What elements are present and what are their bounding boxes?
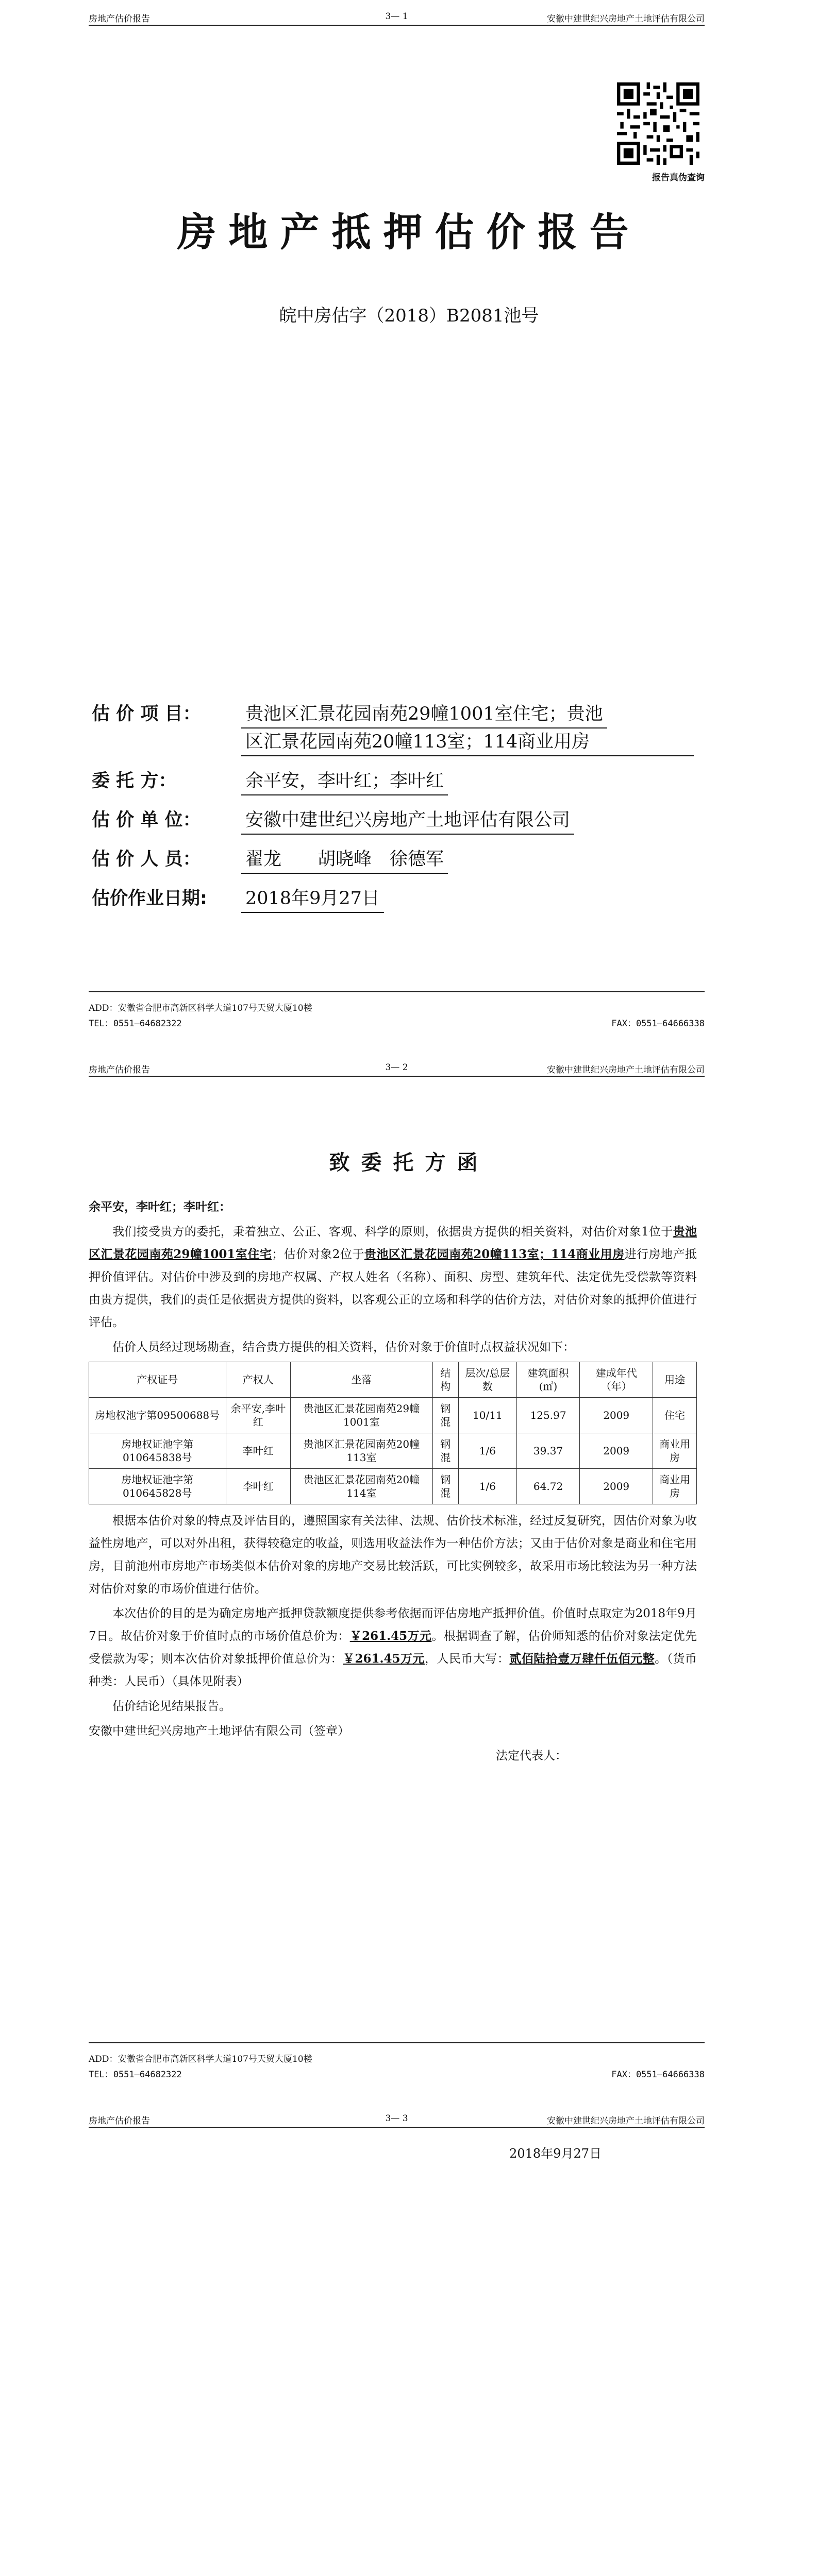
- header-page-number: 3— 1: [385, 11, 408, 22]
- header-left: 房地产估价报告: [89, 2116, 150, 2126]
- table-row: [89, 1433, 697, 1469]
- letter-paragraph-1: [89, 1221, 697, 1334]
- table-cell: 商业用房: [653, 1433, 697, 1469]
- letter-paragraph-5: 估价结论见结果报告。: [112, 1700, 231, 1713]
- table-cell: 64.72: [516, 1469, 579, 1504]
- report-title: 房地产抵押估价报告: [177, 209, 641, 255]
- table-row: [89, 1469, 697, 1504]
- page-letter: [0, 1051, 818, 2102]
- letter-salutation: 余平安，李叶红；李叶红：: [89, 1200, 231, 1214]
- table-cell: 2009: [580, 1469, 653, 1504]
- info-label: 委 托 方：: [92, 771, 177, 791]
- qr-caption: 报告真伪查询: [652, 173, 705, 183]
- info-row-project: [92, 701, 694, 756]
- text-run: 。根据调查了解，估价师知悉的估价对象法定优先受偿款为零；则本次估价对象抵押价值总价为：: [89, 1630, 697, 1666]
- table-cell: 2009: [580, 1398, 653, 1433]
- table-cell: 1/6: [458, 1469, 516, 1504]
- table-cell: 住宅: [653, 1398, 697, 1433]
- info-value-continued: 区汇景花园南苑20幢113室；114商业用房: [241, 728, 694, 756]
- info-label: 估 价 项 目：: [92, 704, 201, 724]
- page-header: [89, 1058, 705, 1077]
- letter-date: 2018年9月27日: [509, 2146, 602, 2161]
- table-cell: 钢混: [432, 1398, 458, 1433]
- header-right: 安徽中建世纪兴房地产土地评估有限公司: [547, 14, 705, 24]
- footer-address: ADD：安徽省合肥市高新区科学大道107号天贸大厦10楼: [89, 2054, 312, 2064]
- header-right: 安徽中建世纪兴房地产土地评估有限公司: [547, 2116, 705, 2126]
- table-header-row: [89, 1362, 697, 1398]
- table-cell: 1/6: [458, 1433, 516, 1469]
- table-cell: 10/11: [458, 1398, 516, 1433]
- cover-info-block: [92, 701, 694, 924]
- table-cell: 125.97: [516, 1398, 579, 1433]
- property-1-address: 贵池区汇景花园南苑29幢1001室住宅: [89, 1225, 697, 1261]
- table-cell: 贵池区汇景花园南苑20幢114室: [291, 1469, 433, 1504]
- page-header: [89, 2109, 705, 2128]
- letter-title: 致委托方函: [329, 1151, 489, 1175]
- text-run: 本次估价的目的是为确定房地产抵押贷款额度提供参考依据而评估房地产抵押价值。价值时点取定为2018年9月7日。故估价对象于价值时点的市场价值总价为：: [89, 1607, 697, 1643]
- property-table: [89, 1362, 697, 1504]
- table-cell: 贵池区汇景花园南苑20幢113室: [291, 1433, 433, 1469]
- header-right: 安徽中建世纪兴房地产土地评估有限公司: [547, 1065, 705, 1075]
- mortgage-value-total: ￥261.45万元: [343, 1652, 425, 1666]
- info-value: 贵池区汇景花园南苑29幢1001室住宅；贵池: [241, 701, 607, 728]
- table-cell: 钢混: [432, 1469, 458, 1504]
- table-cell: 李叶红: [226, 1469, 291, 1504]
- page-footer: [89, 991, 705, 1032]
- footer-tel: TEL：0551—64682322: [89, 1019, 182, 1029]
- value-in-words: 贰佰陆拾壹万肆仟伍佰元整: [509, 1652, 655, 1666]
- info-value: 翟龙 胡晓峰 徐德军: [241, 846, 448, 874]
- table-cell: 商业用房: [653, 1469, 697, 1504]
- market-value-total: ￥261.45万元: [349, 1629, 432, 1643]
- table-cell: 2009: [580, 1433, 653, 1469]
- letter-paragraph-2: 估价人员经过现场勘查，结合贵方提供的相关资料，估价对象于价值时点权益状况如下：: [112, 1341, 575, 1354]
- info-label: 估 价 人 员：: [92, 849, 201, 870]
- text-run: 我们接受贵方的委托，秉着独立、公正、客观、科学的原则，依据贵方提供的相关资料，对估价对象1位于: [112, 1225, 673, 1239]
- table-row: [89, 1398, 697, 1433]
- page-footer: [89, 2042, 705, 2083]
- info-label: 估 价 单 位：: [92, 810, 201, 831]
- table-cell: 房地权证池字第010645838号: [89, 1433, 226, 1469]
- letter-paragraph-4: [89, 1602, 697, 1693]
- property-2-address: 贵池区汇景花园南苑20幢113室；114商业用房: [364, 1247, 625, 1261]
- table-header: 层次/总层数: [458, 1362, 516, 1398]
- text-run: ，人民币大写：: [424, 1652, 510, 1666]
- info-value: 2018年9月27日: [241, 885, 384, 913]
- signature-representative: 法定代表人：: [496, 1749, 567, 1762]
- signature-company: 安徽中建世纪兴房地产土地评估有限公司（签章）: [89, 1724, 349, 1738]
- qr-code-icon[interactable]: [617, 82, 699, 165]
- table-header: 产权人: [226, 1362, 291, 1398]
- info-row-appraisers: [92, 846, 694, 874]
- table-cell: 钢混: [432, 1433, 458, 1469]
- table-cell: 贵池区汇景花园南苑29幢1001室: [291, 1398, 433, 1433]
- footer-address: ADD：安徽省合肥市高新区科学大道107号天贸大厦10楼: [89, 1003, 312, 1013]
- footer-fax: FAX：0551—64666338: [611, 1019, 705, 1029]
- table-header: 建筑面积(㎡): [516, 1362, 579, 1398]
- table-cell: 39.37: [516, 1433, 579, 1469]
- table-cell: 余平安,李叶红: [226, 1398, 291, 1433]
- report-reference-number: 皖中房估字（2018）B2081池号: [279, 306, 539, 326]
- text-run: 进行房地产抵押价值评估。对估价中涉及到的房地产权属、产权人姓名（名称）、面积、房型、建筑年代、法定优先受偿款等资料由贵方提供，我们的责任是依据贵方提供的资料，以客观公正的立场和科学的估价方法，对估价对象的抵押价值进行评估。: [89, 1248, 697, 1329]
- page-header: [89, 7, 705, 26]
- info-value: 余平安，李叶红；李叶红: [241, 768, 448, 795]
- page-date: [0, 2102, 818, 2576]
- table-header: 坐落: [291, 1362, 433, 1398]
- header-left: 房地产估价报告: [89, 14, 150, 24]
- table-header: 建成年代（年）: [580, 1362, 653, 1398]
- info-value: 安徽中建世纪兴房地产土地评估有限公司: [241, 807, 574, 835]
- info-row-appraiser-company: [92, 807, 694, 835]
- page-cover: [0, 0, 818, 1051]
- info-label: 估价作业日期:: [92, 888, 207, 909]
- header-page-number: 3— 2: [385, 1062, 408, 1073]
- table-cell: 房地权证池字第010645828号: [89, 1469, 226, 1504]
- table-cell: 李叶红: [226, 1433, 291, 1469]
- letter-paragraph-3: 根据本估价对象的特点及评估目的，遵照国家有关法律、法规、估价技术标准，经过反复研究，因估价对象为收益性房地产，可以对外出租，获得较稳定的收益，则选用收益法作为一种估价方法；又由于估价对象是商业和住宅用房，目前池州市房地产市场类似本估价对象的房地产交易比较活跃，可比实例较多，故采用市场比较法为另一种方法对估价对象的市场价值进行估价。: [89, 1514, 697, 1596]
- header-left: 房地产估价报告: [89, 1065, 150, 1075]
- info-row-client: [92, 768, 694, 795]
- letter-body: [89, 1193, 697, 1769]
- text-run: ；估价对象2位于: [272, 1248, 364, 1261]
- text-run: 。（货币种类：人民币）（具体见附表）: [89, 1652, 697, 1688]
- footer-fax: FAX：0551—64666338: [611, 2070, 705, 2080]
- info-row-date: [92, 885, 694, 913]
- header-page-number: 3— 3: [385, 2113, 408, 2124]
- footer-tel: TEL：0551—64682322: [89, 2070, 182, 2080]
- table-cell: 房地权池字第09500688号: [89, 1398, 226, 1433]
- table-header: 产权证号: [89, 1362, 226, 1398]
- table-header: 用途: [653, 1362, 697, 1398]
- table-header: 结构: [432, 1362, 458, 1398]
